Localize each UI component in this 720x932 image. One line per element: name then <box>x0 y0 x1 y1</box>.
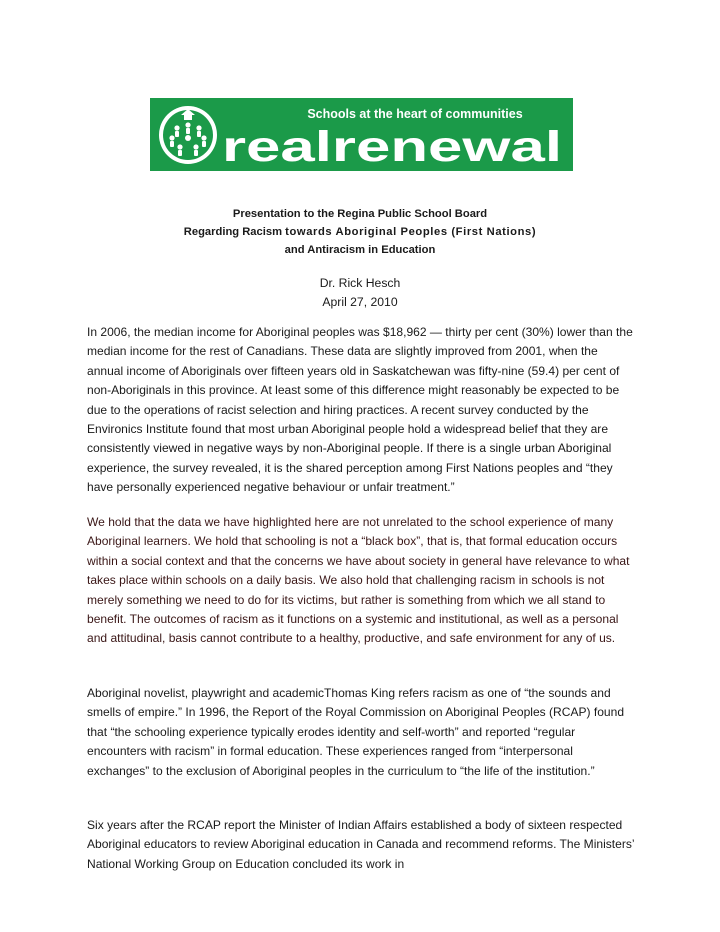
presentation-date: April 27, 2010 <box>322 294 398 309</box>
paragraph-rcap-report: Aboriginal novelist, playwright and academicThomas King refers racism as one of “the sounds and smells of empire.” In 1996, the Report of the Royal Commission on Aboriginal Peoples (RCAP) found that “the schooling experience typically erodes identity and self-worth” and reported “regular encounters with racism” in formal education. These experiences ranged from “interpersonal exchanges” to the exclusion of Aboriginal peoples in the curriculum to “the life of the institution.” <box>87 686 625 778</box>
logo-wordmark: realrenewal <box>222 123 562 171</box>
paragraph-income-data: In 2006, the median income for Aboriginal peoples was $18,962 — thirty per cent (30%) lower than the median income for the rest of Canadians. These data are slightly improved from 2001, when the annual income of Aboriginals over fifteen years old in Saskatchewan was fifty-nine (59.4) per cent of non-Aboriginals in this province. At least some of this difference might reasonably be expected to be due to the operations of racist selection and hiring practices. A recent survey conducted by the Environics Institute found that most urban Aboriginal people hold a widespread belief that they are consistently viewed in negative ways by non-Aboriginal people. If there is a single urban Aboriginal experience, the survey revealed, it is the shared perception among First Nations peoples and “they have personally experienced negative behaviour or unfair treatment.” <box>87 325 633 495</box>
realrenewal-logo <box>150 98 573 171</box>
logo-tagline: Schools at the heart of communities <box>307 107 523 121</box>
title-line-2 <box>0 223 720 241</box>
community-emblem-icon <box>159 106 217 164</box>
title-line-2-start: Regarding Racism <box>183 226 283 238</box>
title-line-3: and Antiracism in Education <box>284 244 436 256</box>
author-name: Dr. Rick Hesch <box>319 276 401 290</box>
paragraph-working-group: Six years after the RCAP report the Minister of Indian Affairs established a body of sixteen respected Aboriginal educators to review Aboriginal education in Canada and recommend reforms. The Ministers’ National Working Group on Education concluded its work in <box>87 818 635 871</box>
author-block <box>0 274 720 311</box>
title-line-2-end: towards Aboriginal Peoples (First Nations) <box>285 226 537 238</box>
paragraph-schooling-context: We hold that the data we have highlighted here are not unrelated to the school experience of many Aboriginal learners. We hold that schooling is not a “black box”, that is, that formal education occurs within a social context and that the concerns we have about society in general have relevance to what takes place within schools on a daily basis. We also hold that challenging racism in schools is not merely something we need to do for its victims, but rather is something from which we all stand to benefit. The outcomes of racism as it functions on a systemic and institutional, as well as a personal and attitudinal, basis cannot contribute to a healthy, productive, and safe environment for any of us. <box>87 515 630 646</box>
document-title <box>0 205 720 259</box>
title-line-1: Presentation to the Regina Public School Board <box>232 208 488 220</box>
